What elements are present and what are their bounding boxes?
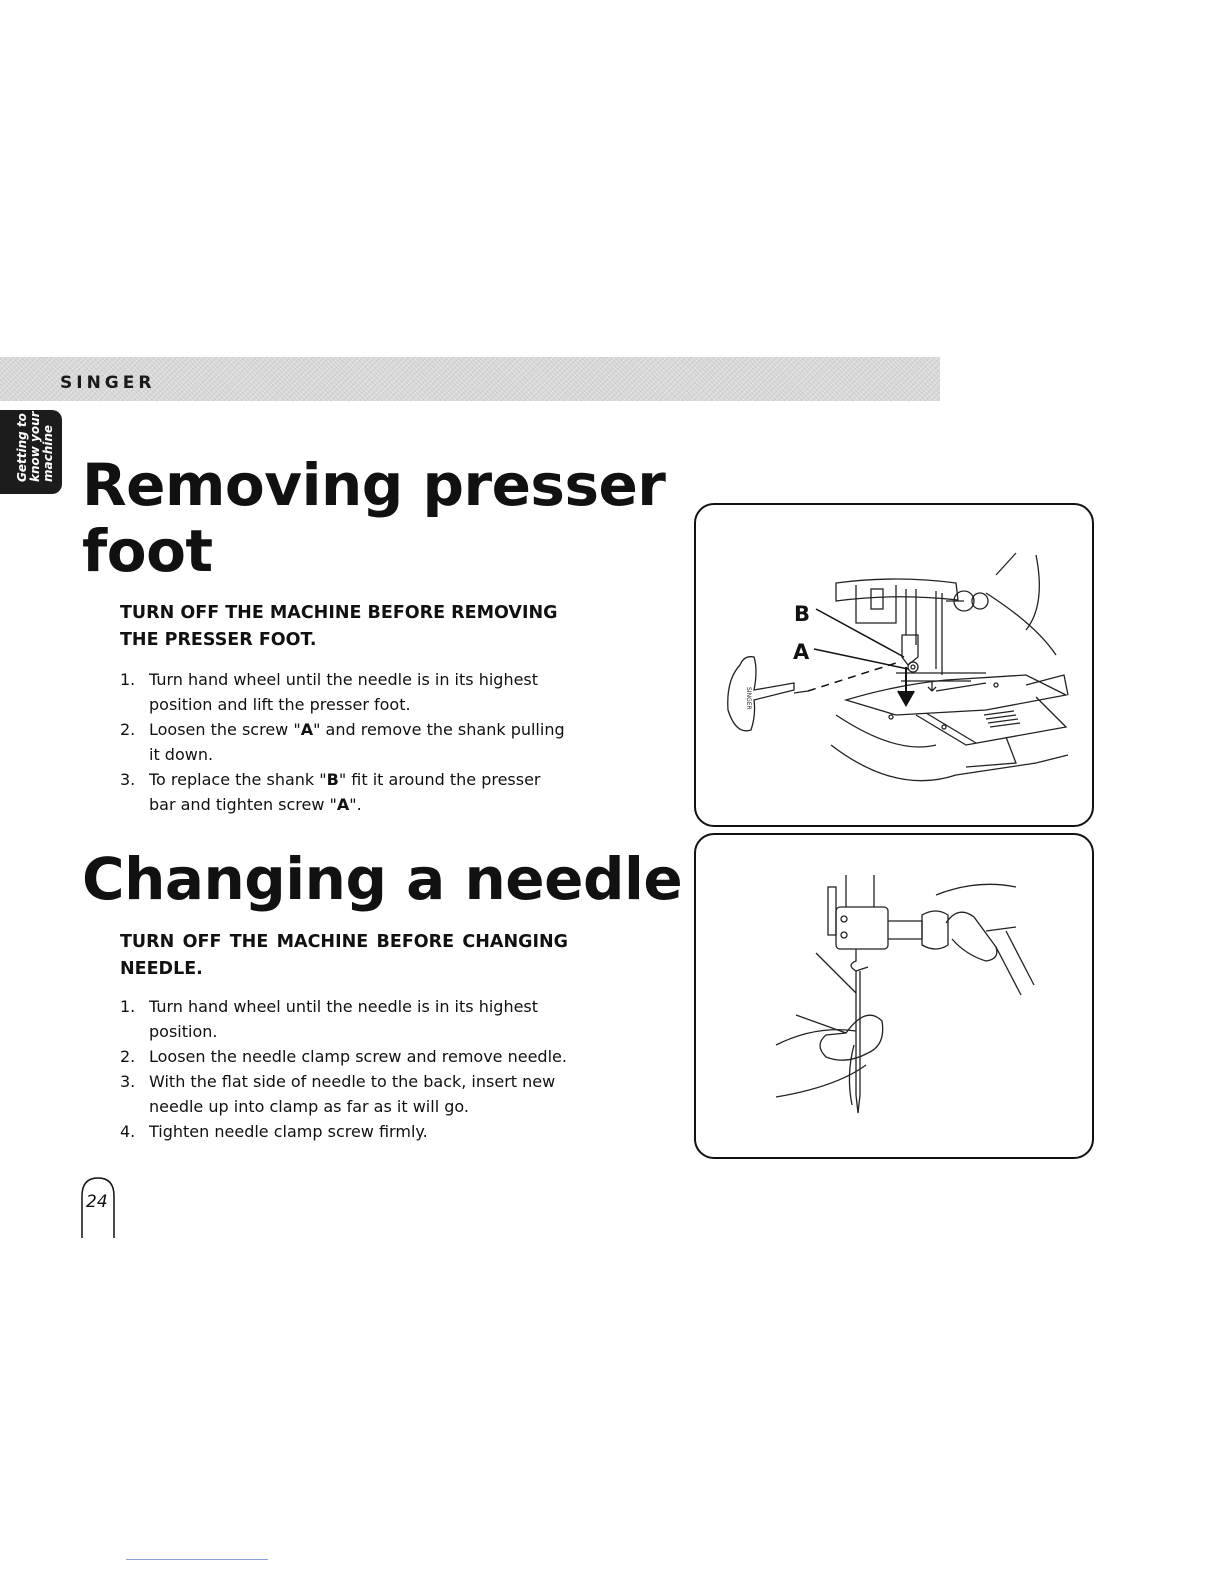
label-b: B <box>794 602 811 626</box>
list-item: 1. Turn hand wheel until the needle is in its highest position. <box>120 997 539 1041</box>
screwdriver-logo: SINGER <box>745 687 752 710</box>
label-a: A <box>793 640 810 664</box>
section-tab-line: machine <box>41 424 55 482</box>
needle-change-drawing <box>696 835 1092 1157</box>
section-tab-line: Getting to <box>15 413 29 482</box>
section-tab-label <box>16 402 55 482</box>
section-tab-line: know your <box>28 411 42 482</box>
list-item: 2. Loosen the needle clamp screw and remove needle. <box>120 1047 567 1066</box>
section-title-changing-needle: Changing a needle <box>82 845 683 913</box>
footer-rule <box>126 1559 268 1560</box>
list-item: 3. To replace the shank "B" fit it around the presser bar and tighten screw "A". <box>120 770 541 814</box>
presser-foot-drawing <box>696 505 1092 825</box>
list-item: 3. With the flat side of needle to the back, insert new needle up into clamp as far as it will go. <box>120 1072 556 1116</box>
section-title-removing-presser-foot <box>82 452 665 584</box>
needle-change-illustration <box>694 833 1094 1159</box>
title-line: foot <box>82 517 213 585</box>
list-item: 2. Loosen the screw "A" and remove the shank pulling it down. <box>120 720 565 764</box>
page-number: 24 <box>86 1192 108 1212</box>
presser-foot-illustration <box>694 503 1094 827</box>
title-line: Removing presser <box>82 451 666 519</box>
needle-steps <box>120 994 570 1144</box>
brand-logo: SINGER <box>60 373 156 393</box>
list-item: 4. Tighten needle clamp screw firmly. <box>120 1122 428 1141</box>
list-item: 1. Turn hand wheel until the needle is in its highest position and lift the presser foot. <box>120 670 539 714</box>
presser-foot-steps <box>120 667 570 817</box>
warning-presser-foot: TURN OFF THE MACHINE BEFORE REMOVING THE PRESSER FOOT. <box>120 603 558 650</box>
warning-needle: TURN OFF THE MACHINE BEFORE CHANGING NEEDLE. <box>120 932 568 979</box>
